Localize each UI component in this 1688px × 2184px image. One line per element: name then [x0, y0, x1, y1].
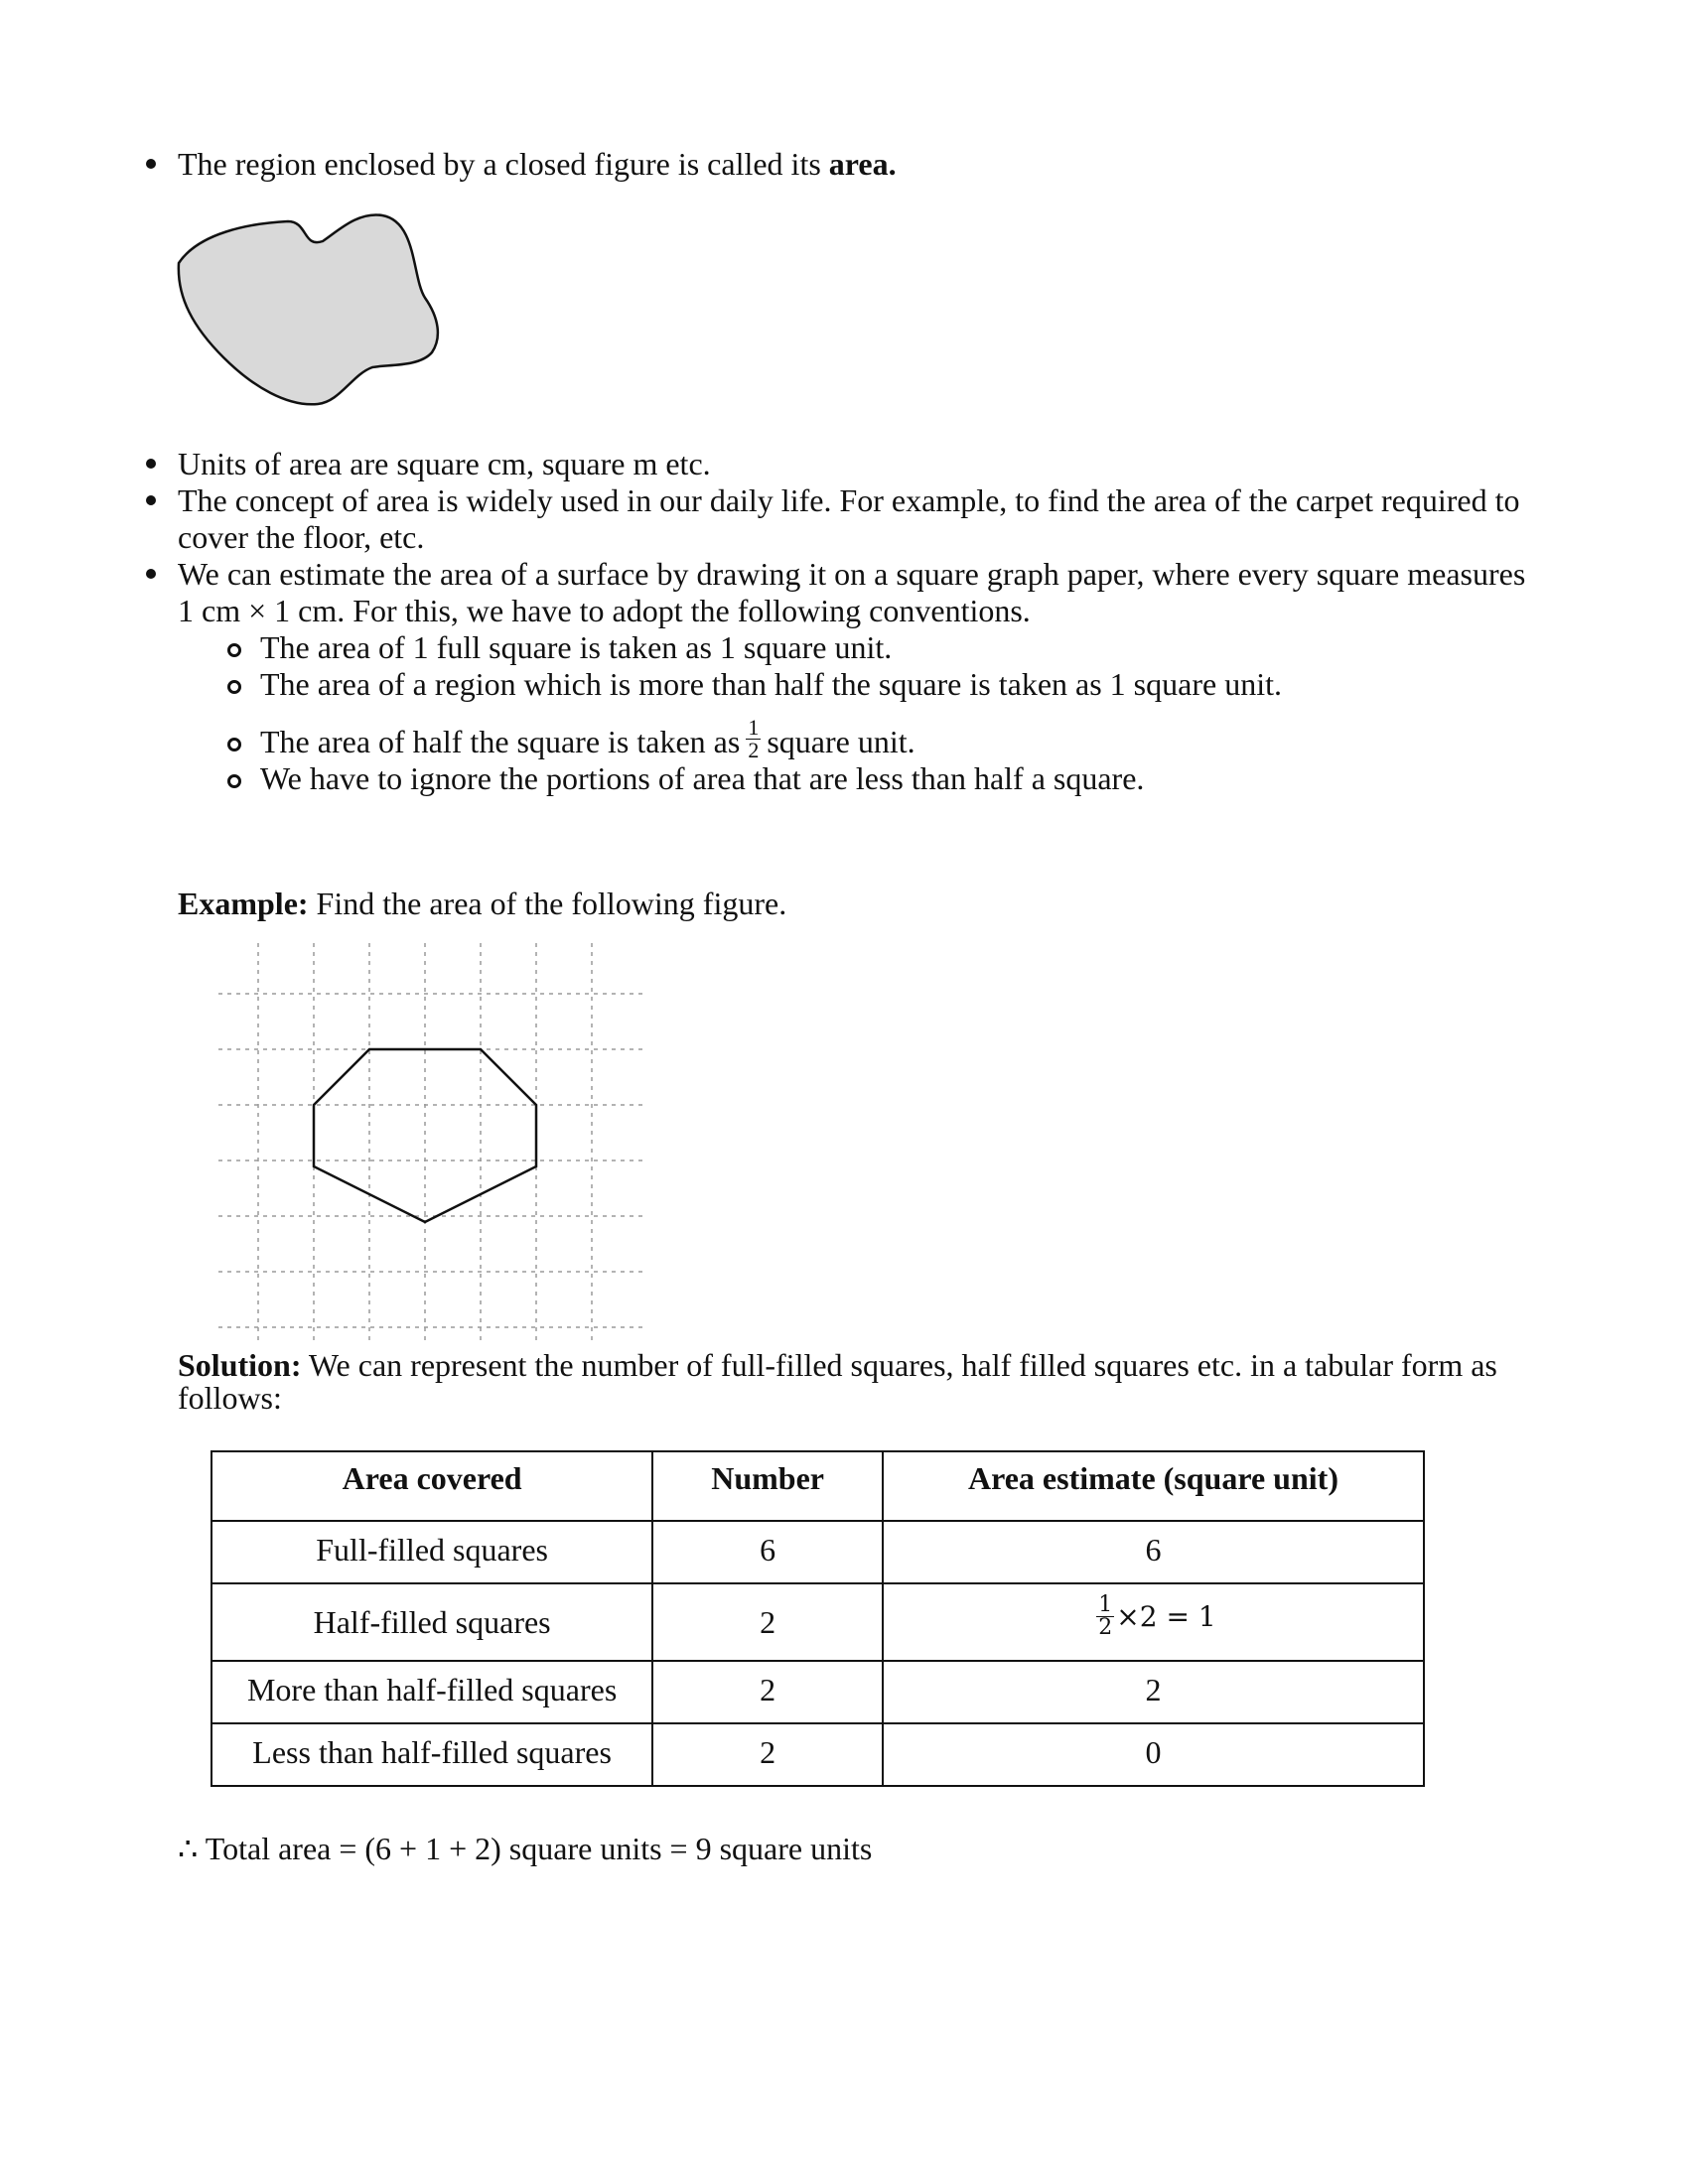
area-definition-bold: area.: [828, 146, 897, 182]
units-of-area: Units of area are square cm, square m etc.: [178, 446, 711, 481]
example-label: Example:: [178, 886, 309, 921]
column-header-area-covered: Area covered: [211, 1451, 652, 1521]
solution-line-1: [178, 1346, 1497, 1384]
convention-full-square: The area of 1 full square is taken as 1 square unit.: [260, 629, 893, 665]
sub-bullet-circle: [227, 643, 241, 657]
total-area-conclusion: ∴ Total area = (6 + 1 + 2) square units = 9 square units: [178, 1831, 873, 1866]
example-text: Find the area of the following figure.: [308, 886, 787, 921]
estimate-fraction-denominator: 2: [1098, 1615, 1113, 1640]
irregular-closed-figure: [169, 204, 447, 412]
cell-number: 2: [652, 1661, 883, 1723]
cell-area-estimate: 0: [883, 1723, 1424, 1786]
estimate-calculation: ×2 = 1: [1116, 1600, 1216, 1633]
example-heading: [178, 885, 786, 922]
area-estimate-table: [211, 1450, 1425, 1787]
sub-bullet-circle: [227, 774, 241, 788]
closed-figure-shape: [179, 214, 438, 404]
sub-bullet-circle: [227, 738, 241, 751]
grid-lines: [218, 943, 645, 1340]
solution-text: We can represent the number of full-filled squares, half filled squares etc. in a tabular form as: [301, 1347, 1497, 1383]
cell-area-estimate: 2: [883, 1661, 1424, 1723]
cell-area-estimate: 6: [883, 1521, 1424, 1583]
bullet-dot: [146, 459, 156, 469]
column-header-number: Number: [652, 1451, 883, 1521]
area-definition-text: The region enclosed by a closed figure is called its: [178, 146, 829, 182]
bullet-dot: [146, 495, 156, 505]
column-header-area-estimate: Area estimate (square unit): [883, 1451, 1424, 1521]
convention-half-text: The area of half the square is taken as: [260, 724, 741, 759]
convention-more-than-half: The area of a region which is more than half the square is taken as 1 square unit.: [260, 666, 1282, 702]
cell-area-covered: Half-filled squares: [211, 1583, 652, 1661]
cell-area-covered: Less than half-filled squares: [211, 1723, 652, 1786]
cell-number: 6: [652, 1521, 883, 1583]
solution-line-2: follows:: [178, 1380, 282, 1416]
table-row: [211, 1661, 1424, 1723]
convention-half-unit: square unit.: [767, 724, 915, 759]
convention-ignore: We have to ignore the portions of area that are less than half a square.: [260, 760, 1145, 796]
cell-area-covered: More than half-filled squares: [211, 1661, 652, 1723]
concept-line-1: The concept of area is widely used in our daily life. For example, to find the area of the carpet required to: [178, 482, 1520, 518]
table-row: [211, 1521, 1424, 1583]
half-fraction: [746, 717, 761, 761]
area-definition: [178, 145, 897, 183]
bullet-dot: [146, 159, 156, 169]
estimate-fraction: [1096, 1594, 1114, 1639]
fraction-numerator: 1: [748, 715, 760, 741]
fraction-denominator: 2: [748, 738, 760, 763]
cell-area-covered: Full-filled squares: [211, 1521, 652, 1583]
table-row: [211, 1723, 1424, 1786]
table-header-row: [211, 1451, 1424, 1521]
cell-number: 2: [652, 1723, 883, 1786]
estimate-line-1: We can estimate the area of a surface by drawing it on a square graph paper, where every square measures: [178, 556, 1526, 592]
sub-bullet-circle: [227, 680, 241, 694]
cell-area-estimate: [883, 1583, 1424, 1661]
estimate-fraction-numerator: 1: [1098, 1592, 1113, 1617]
cell-number: 2: [652, 1583, 883, 1661]
table-row: [211, 1583, 1424, 1661]
solution-label: Solution:: [178, 1347, 302, 1383]
concept-line-2: cover the floor, etc.: [178, 519, 425, 555]
example-grid-figure: [209, 943, 645, 1340]
estimate-line-2: 1 cm × 1 cm. For this, we have to adopt the following conventions.: [178, 593, 1031, 628]
bullet-dot: [146, 569, 156, 579]
